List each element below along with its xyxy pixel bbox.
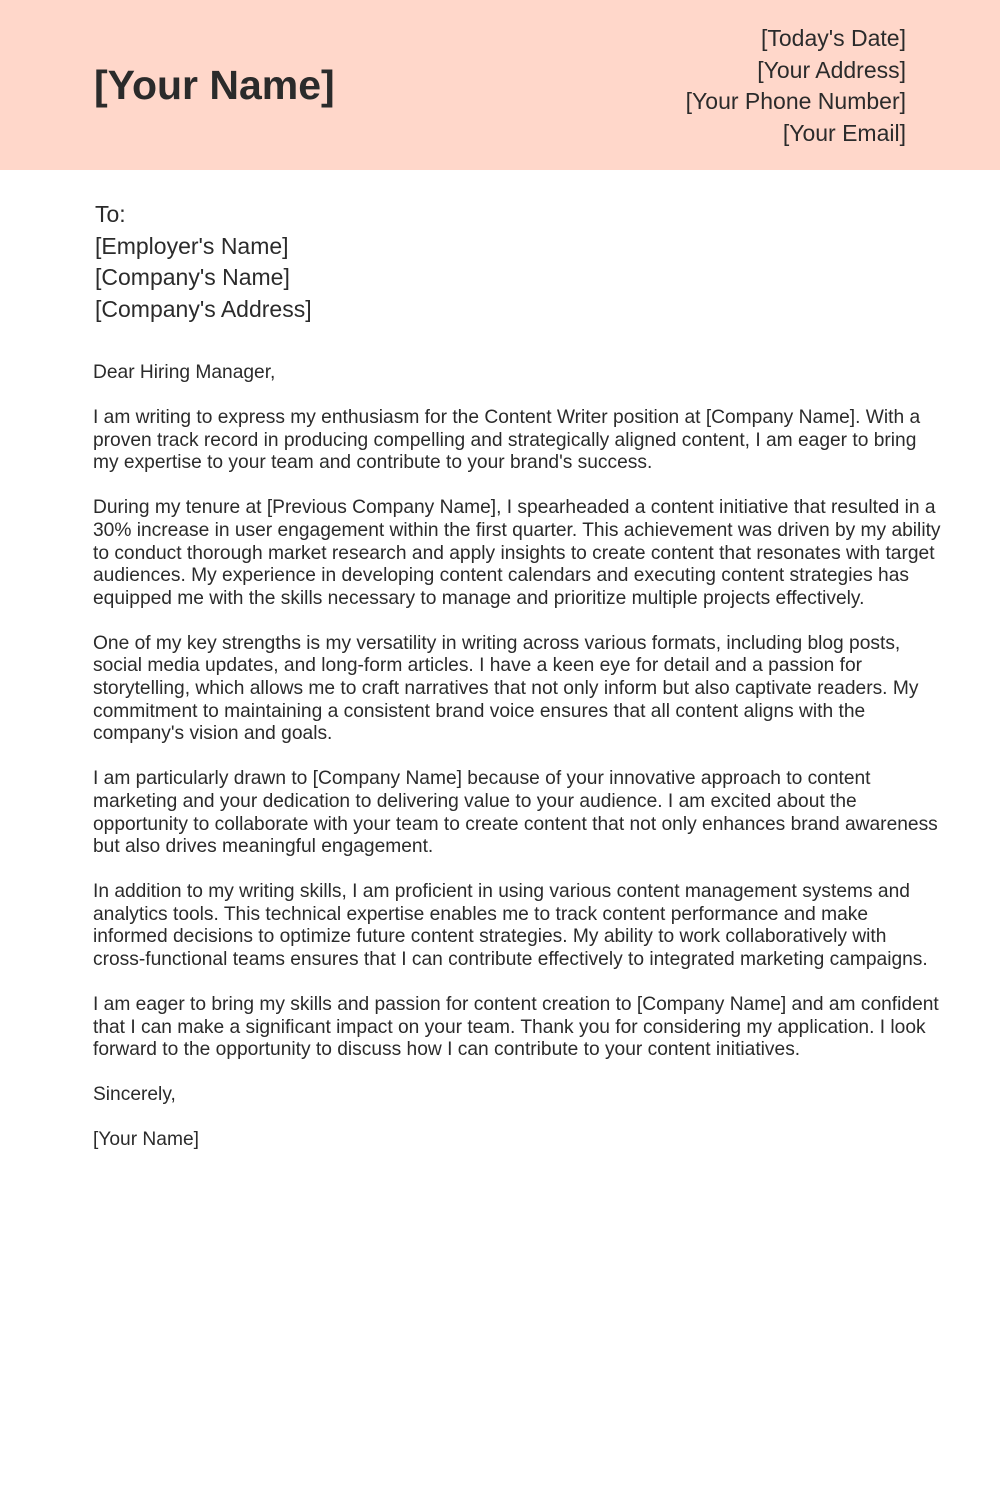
contact-date: [Today's Date]: [760, 25, 906, 51]
sender-name: [Your Name]: [94, 62, 335, 108]
body-paragraph: I am eager to bring my skills and passion for content creation to [Company Name] and am confident that I can make a significant impact on your team. Thank you for considering my application. I look forward to the opportunity to discuss how I can contribute to your content initiatives.: [93, 994, 939, 1061]
body-paragraph: One of my key strengths is my versatility in writing across various formats, including blog posts, social media updates, and long-form articles. I have a keen eye for detail and a passion for storytelling, which allows me to craft narratives that not only inform but also captivate readers. My commitment to maintaining a consistent brand voice ensures that all content aligns with the company's vision and goals.: [93, 632, 919, 745]
body-paragraph: During my tenure at [Previous Company Name], I spearheaded a content initiative that resulted in a 30% increase in user engagement within the first quarter. This achievement was driven by my ability to conduct thorough market research and apply insights to create content that resonates with target audiences. My experience in developing content calendars and executing content strategies has equipped me with the skills necessary to manage and prioritize multiple projects effectively.: [93, 497, 941, 609]
recipient-employer-name: [Employer's Name]: [95, 232, 289, 259]
contact-phone: [Your Phone Number]: [685, 88, 906, 114]
body-paragraph: In addition to my writing skills, I am proficient in using various content management systems and analytics tools. This technical expertise enables me to track content performance and make informed decisions to optimize future content strategies. My ability to work collaboratively with cross-functional teams ensures that I can contribute effectively to integrated marketing campaigns.: [93, 881, 928, 970]
closing: Sincerely,: [93, 1084, 176, 1106]
contact-address: [Your Address]: [757, 56, 906, 83]
contact-block: [686, 23, 906, 149]
recipient-company-address: [Company's Address]: [95, 295, 312, 322]
contact-email: [Your Email]: [782, 119, 906, 146]
signature-name: [Your Name]: [93, 1129, 199, 1151]
body-paragraph: I am particularly drawn to [Company Name] because of your innovative approach to content marketing and your dedication to delivering value to your audience. I am excited about the opportunity to collaborate with your team to create content that not only enhances brand awareness but also drives meaningful engagement.: [93, 768, 938, 858]
body-paragraph: I am writing to express my enthusiasm for the Content Writer position at [Company Name]. With a proven track record in producing compelling and strategically aligned content, I am eager to bring my expertise to your team and contribute to your brand's success.: [93, 407, 921, 474]
letter-body: [93, 362, 943, 1175]
salutation: Dear Hiring Manager,: [93, 362, 276, 383]
recipient-company-name: [Company's Name]: [95, 264, 290, 290]
recipient-to-label: To:: [95, 201, 126, 227]
recipient-block: [95, 199, 312, 325]
